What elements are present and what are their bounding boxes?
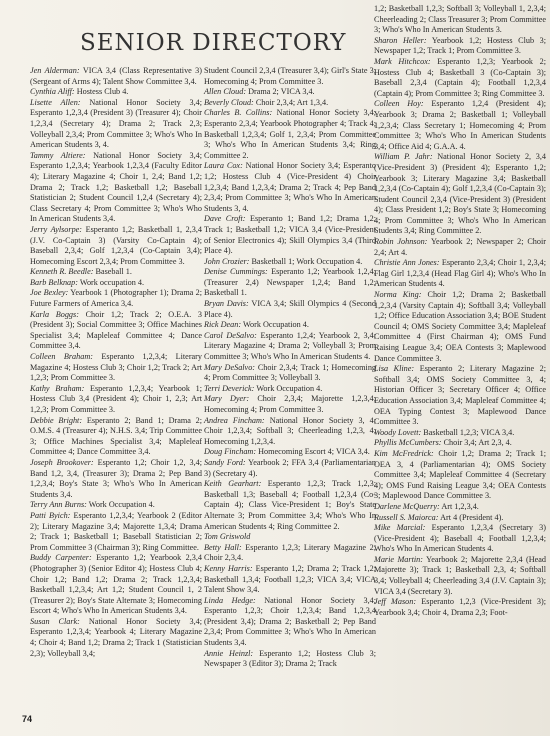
page-number: 74 [22,714,33,724]
student-name: Jeff Mason: [374,597,417,607]
student-name: Mary DeSalvo: [204,362,256,372]
activities-text: Basketball 1; Work Occupation 4. [251,256,363,266]
directory-column-2 [204,66,376,670]
student-name: Mary Dyer: [204,394,250,404]
directory-entry [30,278,202,289]
student-name: Christie Ann Jones: [374,258,440,268]
directory-entry [204,257,376,268]
student-name: Russell S. Maiorca: [374,512,439,522]
directory-entry [30,352,202,384]
directory-entry [204,299,376,320]
directory-entry [374,438,546,449]
activities-text: Choir 2,3,4; Art 1,3,4. [255,97,329,107]
activities-text: Hostess Club 4. [76,87,129,97]
student-name: Kenneth R. Beedle: [30,267,94,277]
activities-text: Esperanto 1; Band 1,2; Drama 1,2; Track 1; Basketball 1,2; VICA 3,4 (Vice-President of Senior Electronics 4); Skill Olympics 3,4 (Third Place 4). [204,214,377,256]
directory-entry [30,416,202,458]
directory-entry [204,98,376,109]
activities-text: Yearbook 1 (Photographer 1); Drama 2; Future Farmers of America 3,4. [30,288,203,309]
student-name: Norma King: [374,290,422,300]
activities-text: Esperanto 1,2,4 (President 4); Yearbook 3; Drama 2; Basketball 1; Volleyball 1,2,3,4; Class Secretary 1; Homecoming 4; Prom Committee 3; Who's Who In American Students 3,4; Office Aid 4; G.A.A. 4. [374,99,546,151]
directory-entry [204,649,376,670]
student-name: Joseph Brookover: [30,457,94,467]
directory-entry [30,310,202,352]
directory-entry [374,523,546,555]
activities-text: National Honor Society 2, 3,4 (Vice-President 3) (President 4); Esperanto 1,2; Yearbook 3; Literary Magazine 3,4; Basketball 1,2,3,4 (Co-Captain 4); Golf 1,2,3,4 (Co-Captain 3); Student Council 2,3,4 (Vice-President 3) (President 4); Class President 1,2; Boy's State 3; Homecoming 4; Prom Committee 3; Who's Who In American Students 3,4; Ring Committee 2. [374,152,547,236]
activities-text: Esperanto 1,2,3; Track 1,2,3; Basketball 1,3; Baseball 4; Football 1,2,3,4 (Co-Captain 4); Class Vice-President 1; Boy's State Alternate 3; Prom Committee 3,4; Who's Who In American Students 4; Ring Committee 2. [204,479,376,531]
student-name: Andrea Fincham: [204,415,265,425]
activities-text: Esperanto 2; Literary Magazine 2; Softball 3,4; OMS Society Committee 3, 4; Historian Officer 3; Secretary Officer 4; Office Education Association 3,4; Mapleleaf Committee 4; OEA Typing Contest 3; Maplewood Dance Committee 3. [374,364,547,427]
student-name: Colleen Braham: [30,352,93,362]
directory-entry [374,502,546,513]
directory-entry [204,267,376,299]
student-name: Sandy Ford: [204,457,246,467]
student-name: Jen Alderman: [30,66,80,75]
activities-text: Choir 1,2; Drama 2; Track 1; OEA 3, 4 (Parliamentarian 4); OMS Society Committee 3,4; Mapleleaf Committee 4 (Secretary 4); OMS Fund Raising League 3,4; OEA Contests 3; Maplewood Dance Committee 3. [374,448,547,501]
directory-entry [374,555,546,597]
student-name: Kenny Harris: [204,563,253,573]
activities-text: Work Occupation 4. [242,320,309,330]
directory-entry [30,151,202,225]
directory-entry [204,458,376,479]
directory-entry [30,500,202,511]
activities-text: Choir 2,3,4; Track 1; Homecoming 4; Prom Committee 3; Volleyball 3. [204,362,377,383]
student-name: Tom Griswold [204,532,251,542]
activities-text: VICA 3,4 (Class Representative 3) (Sergeant of Arms 4); Talent Show Committee 3,4. [30,66,202,86]
student-name: Denise Cummings: [204,267,268,277]
activities-text: Art 4 (President 4). [440,512,504,522]
activities-text: Esperanto 2; Band 1; Drama 2; O.M.S. 4 (Treasurer 4); N.H.S. 3,4; Trip Committee 3; Office Machines Specialist 3,4; Mapleleaf Committee 4; Dance Committee 3,4. [30,415,203,457]
directory-entry [374,258,546,290]
student-name: Annie Heinzl: [204,648,254,658]
activities-text: Esperanto 1,2; Hostess Club 3; Newspaper 3 (Editor 3); Drama 2; Track [204,648,377,669]
activities-text: Choir 3,4; Art 2,3, 4. [443,438,512,448]
directory-entry [374,428,546,439]
student-name: Tammy Altiere: [30,150,86,160]
activities-text: Work occupation 4. [79,277,145,287]
student-name: Debbie Bright: [30,415,83,425]
activities-text: Esperanto 1,2,3; Yearbook 2; Hostess Club 4; Basketball 3 (Co-Captain 3); Baseball 2,3,4 (Captain 4); Football 1,2,3,4 (Captain 4); Prom Committee 3; Ring Committee 3. [374,56,547,98]
student-name: Terry Ann Burns: [30,500,87,510]
directory-entry [204,384,376,395]
student-name: Mike Marcial: [374,523,426,533]
directory-entry [30,87,202,98]
student-name: Doug Fincham: [204,447,257,457]
student-name: Joe Bexley: [30,288,69,298]
student-name: Linda Hedge: [204,595,256,605]
student-name: Robin Johnson: [374,237,428,247]
directory-entry [374,513,546,524]
directory-entry [30,511,202,553]
student-name: Marie Martin: [374,554,423,564]
activities-text: National Honor Society 3,4; Esperanto 1,2,3,4 (President 3) (Treasurer 4); Choir 1,2,3,4 (Secretary 4); Drama 2; Track 2,3; Volleyball 2,3,4; Prom Committee 3; Who's Who In American Students 3, 4. [30,97,202,150]
activities-text: National Honor Society 3,4; Esperanto 2,3,4; Yearbook Photographer 4; Track 4; Basketball 1,2,3,4; Golf 1, 2,3,4; Prom Committee 3; Who's Who In American Students 3,4; Ring Committee 2. [204,108,376,160]
student-name: Terri Deverick: [204,383,255,393]
directory-entry [204,363,376,384]
student-name: Carol DeSalvo: [204,330,257,340]
directory-entry [204,532,376,543]
directory-entry [30,225,202,267]
student-name: Allen Cloud: [204,87,247,97]
student-name: Laura Cox: [204,161,243,171]
student-name: Mark Hitchcox: [374,56,431,66]
directory-entry [374,152,546,237]
directory-entry [204,161,376,214]
directory-entry [30,553,202,617]
activities-text: Esperanto 1,2,3,4 (Secretary 3) (Vice-President 4); Baseball 4; Football 1,2,3,4; Who's Who In American Students 4. [374,523,547,554]
student-name: Darlene McQuerry: [374,501,440,511]
directory-entry [30,458,202,500]
student-name: Barb Belknap: [30,277,78,287]
student-name: Woody Lovett: [374,427,422,437]
directory-entry [30,617,202,659]
student-name: Charles B. Collins: [204,108,273,118]
activities-text: VICA 3,4; Skill Olympics 4 (Second Place 4). [204,299,376,319]
activities-text: National Honor Society 3,4; Esperanto 1,2,3,4; Yearbook 4; Literary Magazine 4; Choir 4; Band 1,2; Drama 2; Track 1 (Statistician 2,3); Volleyball 3,4; [30,616,203,658]
activities-text: Esperanto 1,2; Yearbook 2,3,4 (Photographer 3) (Senior Editor 4); Hostess Club 4; Choir 1,2; Band 1,2; Drama 2; Track 1,2,3,4; Basketball 1,2,3,4; Art 1,2; Student Council 1, 2 (Treasurer 2); Boy's State Alternate 3; Homecoming Escort 4; Who's Who In American Students 3,4. [30,553,203,616]
activities-text: Homecoming Escort 4; VICA 3,4. [258,447,370,457]
activities-text: Work Occupation 4. [256,383,323,393]
activities-text: Esperanto 1,2; Drama 2; Track 1,2; Basketball 1,3,4; Football 1,2,3; VICA 3,4; VICA Talent Show 3,4. [204,563,377,595]
activities-text: National Honor Society 3,4; Esperanto 1,2,3; Choir 1,2,3,4; Band 1,2,3,4 (President 3,4); Drama 2; Basketball 2; Pep Band 2,3,4; Prom Committee 3; Who's Who In American Students 3,4. [204,595,377,648]
directory-entry [204,214,376,256]
directory-entry [204,479,376,532]
activities-text: Esperanto 1,2,3,4; Literary Magazine 4; Hostess Club 3; Choir 1,2; Track 2; Art 1,2,3; Prom Committee 3. [30,352,202,383]
page-title: SENIOR DIRECTORY [80,30,347,56]
directory-entry [204,320,376,331]
student-name: Lisette Allen: [30,97,81,107]
activities-text: Choir 2,3,4; Majorette 1,2,3,4; Homecoming 4; Prom Committee 3. [204,394,376,414]
student-name: Betty Hall: [204,542,242,552]
directory-entry [204,394,376,415]
student-name: Colleen Hoy: [374,99,424,109]
student-name: Beverly Cloud: [204,97,254,107]
directory-entry [374,237,546,258]
directory-entry [30,384,202,416]
directory-entry [204,447,376,458]
activities-text: National Honor Society 3,4; Esperanto 1,2; Hostess Club 4 (Vice-President 4) Choir 1,2,3,4; Band 1,2,3,4; Drama 2; Track 4; Pep Band 2,3,4; Prom Committee 3; Who's Who In American Students 3, 4. [204,161,377,213]
student-name: Dave Croft: [204,214,246,224]
activities-text: Student Council 2,3,4 (Treasurer 3,4); Girl's State 3; Homecoming 4; Prom Committee 3. [204,66,376,86]
activities-text: Esperanto 2,3,4; Choir 1, 2,3,4; Flag Girl 1,2,3,4 (Head Flag Girl 4); Who's Who In American Students 4. [374,258,547,289]
activities-text: Yearbook 2; Majorette 2,3,4 (Head Majorette 3); Track 1; Basketball 2,3, 4; Softball 3,4; Volleyball 4; Cheerleading 3,4 (J.V. Captain 3); VICA 3,4 (Secretary 3). [374,554,547,596]
student-name: Phyllis McCumbers: [374,438,442,448]
directory-entry [204,108,376,161]
directory-column-3 [374,4,546,618]
activities-text: Esperanto 1,2,3,4; Yearbook 2 (Editor 2); Literary Magazine 3,4; Majorette 1,3,4; Drama 2; Track 1; Basketball 1; Baseball Statistician 2; Prom Committee 3 (Chairman 3); Ring Committee. [30,510,202,552]
directory-entry [204,331,376,363]
student-name: Lisa Kline: [374,364,415,374]
activities-text: Drama 2; VICA 3,4. [248,87,315,97]
activities-text: Esperanto 1,2,3,4; Yearbook 1; Hostess Club 3,4 (President 4); Choir 1, 2,3; Art 1,2,3; Prom Committee 3. [30,383,202,414]
activities-text: Choir 1,2; Drama 2; Basketball 1,2,3,4 (Varsity Captain 4); Softball 3,4; Volleyball 1,2; Office Education Association 3,4; BOE Student Council 4; OMS Society Committee 3,4; Mapleleaf Committee 4 (First Chairman 4); OMS Fund Raising League 3,4; OEA Contests 3; Maplewood Dance Committee 3. [374,290,546,363]
directory-entry [30,98,202,151]
activities-text: National Honor Society 3, 4; Choir 1,2,3,4; Softball 3; Cheerleading 1,2,3, 4; Homecoming 1,2,3,4. [204,415,376,446]
activities-text: Art 1,2,3,4. [441,501,479,511]
directory-entry [374,364,546,428]
directory-entry [374,57,546,99]
directory-entry [374,4,546,36]
activities-text: 1,2; Basketball 1,2,3; Softball 3; Volleyball 1, 2,3,4; Cheerleading 2; Class Treasurer 3; Prom Committee 3; Who's Who In American Students 3. [374,4,546,35]
activities-text: Basketball 1,2,3; VICA 3,4. [423,427,515,437]
directory-entry [374,36,546,57]
student-name: Patti Byich: [30,510,71,520]
student-name: William P. Jahr: [374,152,433,162]
activities-text: Esperanto 1,2; Choir 1,2, 3,4; Band 1,2, 3,4, (Treasurer 3); Drama 2; Pep Band 1,2,3,4; Boy's State 3; Who's Who In American Students 3,4. [30,457,203,499]
directory-entry [204,564,376,596]
directory-entry [204,416,376,448]
directory-entry [374,99,546,152]
activities-text: Choir 1,2; Track 2; O.E.A. 3 (President 3); Social Committee 3; Office Machines Specialist 3,4; Mapleleaf Committee 4; Dance Committee 3,4. [30,309,203,351]
student-name: Bryan Davis: [204,299,249,309]
directory-entry [374,290,546,364]
student-name: John Crozier: [204,256,250,266]
directory-entry [374,449,546,502]
directory-entry [30,66,202,87]
student-name: Karla Boggs: [30,309,79,319]
student-name: Kathy Braham: [30,383,85,393]
directory-entry [30,288,202,309]
student-name: Susan Clark: [30,616,80,626]
activities-text: National Honor Society 3,4; Esperanto 1,2,3,4; Yearbook 1,2,3,4 (Faculty Editor 4); Literary Magazine 4; Choir 1, 2,4; Band 1,2; Drama 2; Track 1,2; Basketball 1,2; Baseball Statistician 2; Student Council 1,2,4 (Secretary 4); Class Secretary 4; Prom Committee 3; Who's Who In American Students 3,4. [30,150,202,224]
directory-entry [204,596,376,649]
activities-text: Yearbook 1,2; Hostess Club 3; Newspaper 1,2; Track 1; Prom Committee 3. [374,35,546,56]
student-name: Sharon Heller: [374,35,427,45]
student-name: Rick Dean: [204,320,242,330]
activities-text: Yearbook 2; FFA 3,4 (Parliamentarian 3) (Secretary 4). [204,457,376,478]
student-name: Cynthia Aliff: [30,87,75,97]
student-name: Keith Gearhart: [204,479,262,489]
directory-entry [204,87,376,98]
directory-entry [204,543,376,564]
directory-column-1 [30,66,202,659]
activities-text: Esperanto 1,2; Basketball 1, 2,3,4 (J.V. Co-Captain 3) (Varsity Co-Captain 4); Baseball 2,3,4; Golf 1,2,3,4 (Co-Captain 3,4); Homecoming Escort 2,3,4; Prom Committee 3. [30,224,202,266]
student-name: Jerry Aylsorpe: [30,224,83,234]
activities-text: Baseball 1. [95,267,132,277]
student-name: Buddy Carpenter: [30,553,92,563]
activities-text: Yearbook 2; Newspaper 2; Choir 2,4; Art 4. [374,237,546,257]
activities-text: Esperanto 1,2,3 (Vice-President 3); Yearbook 3,4; Choir 4, Drama 2,3; Foot- [374,597,546,617]
directory-entry [204,66,376,87]
activities-text: Esperanto 1,2,3; Literary Magazine 2; Choir 2,3,4. [204,542,377,563]
activities-text: Esperanto 1,2,4; Yearbook 2, 3,4; Literary Magazine 4; Drama 2; Volleyball 3; Prom Committee 3; Who's Who In American Students 4. [204,330,376,362]
directory-entry [374,597,546,618]
activities-text: Work Occupation 4. [88,500,155,510]
student-name: Kim McFredrick: [374,448,434,458]
activities-text: Esperanto 1,2; Yearbook 1,2,4; (Treasurer 2,4) Newspaper 1,2,4; Band 1,2; Basketball 1. [204,267,376,298]
directory-entry [30,267,202,278]
